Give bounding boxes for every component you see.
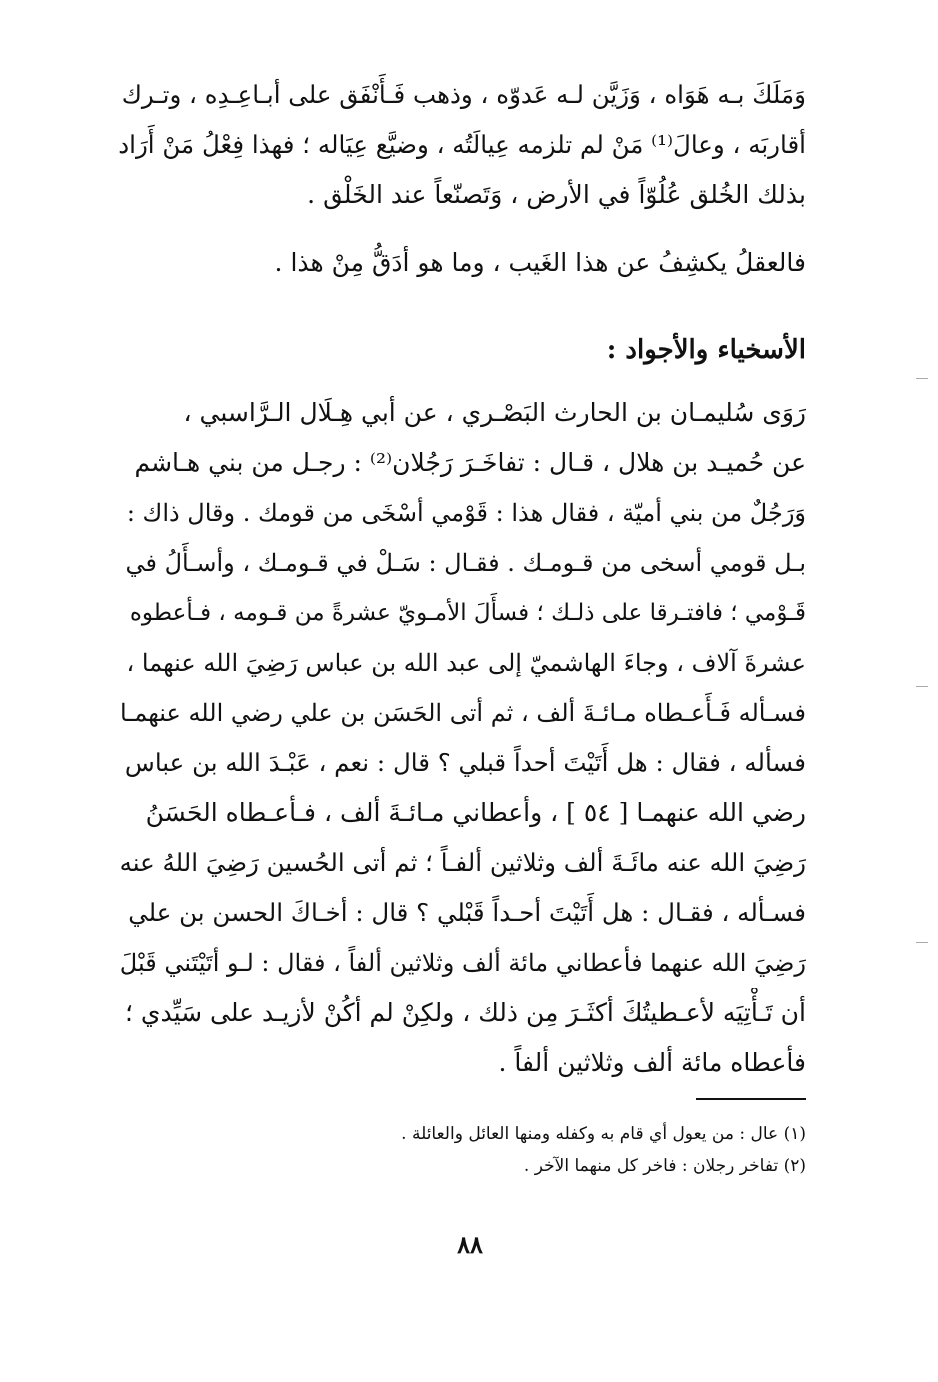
footnotes [246, 1118, 806, 1182]
paragraph-line: وَرَجُلٌ من بني أميّة ، فقال هذا : قَوْمي أسْخَى من قومك . وقال ذاك : [126, 499, 806, 527]
paragraph-line: فسـأله فَـأَعـطاه مـائـةَ ألف ، ثم أتى الحَسَن بن علي رضي الله عنهمـا [119, 699, 806, 727]
paragraph-line: أقاربَه ، وعالَ⁽¹⁾ مَنْ لم تلزمه عِيالَتُه ، وضيَّع عِيَاله ؛ فهذا فِعْلُ مَنْ أَرَاد [118, 130, 806, 159]
footnote-separator [696, 1098, 806, 1100]
page-number: ٨٨ [457, 1230, 483, 1259]
paragraph-line: رَضِيَ الله عنه مائَـةَ ألف وثلاثين ألفـاً ؛ ثم أتى الحُسين رَضِيَ اللهُ عنه [119, 848, 806, 877]
margin-mark [916, 942, 928, 943]
paragraph-line: رَضِيَ الله عنهما فأعطاني مائة ألف وثلاثين ألفاً ، فقال : لـو أتَيْتَني قَبْلَ [119, 949, 806, 977]
section-heading: الأسخياء والأجواد : [606, 335, 806, 365]
paragraph-line: بـل قومي أسخى من قـومـك . فقـال : سَـلْ في قـومـك ، وأسـأَلُ في [125, 549, 806, 577]
footnote-2: (٢) تفاخر رجلان : فاخر كل منهما الآخر . [523, 1156, 806, 1176]
paragraph-line: رَوَى سُليمـان بن الحارث البَصْـري ، عن أبي هِـلَال الـرَّاسبي ، [183, 398, 806, 427]
reason-paragraph [116, 238, 806, 288]
paragraph-line: قَـوْمي ؛ فافتـرقا على ذلـك ؛ فسأَلَ الأمـويّ عشرةً من قـومه ، فـأعطوه [129, 600, 806, 626]
paragraph-line: فأعطاه مائة ألف وثلاثين ألفاً . [498, 1048, 806, 1077]
paragraph-line: فسـأله ، فقـال : هل أَتَيْتَ أحـداً قَبْلي ؟ قال : أخـاكَ الحسن بن علي [128, 898, 806, 927]
paragraph-line: وَمَلَكَ بـه هَوَاه ، وَزَيَّن لـه عَدوّه ، وذهب فَـأَنْفَق على أبـاعِـدِه ، وتـرك [121, 80, 806, 109]
footnote-1: (١) عال : من يعول أي قام به وكفله ومنها العائل والعائلة . [401, 1124, 806, 1144]
paragraph-line: عن حُميـد بن هلال ، قـال : تفاخَـرَ رَجُلان⁽²⁾ : رجـل من بني هـاشم [134, 448, 806, 477]
opening-paragraph [116, 70, 806, 220]
paragraph-line: أن تَـأْتِيَه لأعـطيتُكَ أكثَـرَ مِن ذلك ، ولكِنْ لم أكُنْ لأزيـد على سَيِّدي ؛ [125, 998, 806, 1027]
paragraph-line: بذلك الخُلق عُلُوّاً في الأرض ، وَتَصنّعاً عند الخَلْق . [307, 180, 806, 209]
margin-mark [916, 686, 928, 687]
story-paragraph [116, 388, 806, 1088]
paragraph-line: فالعقلُ يكشِفُ عن هذا الغَيب ، وما هو أدَقُّ مِنْ هذا . [274, 248, 806, 277]
paragraph-line: فسأله ، فقال : هل أَتَيْتَ أحداً قبلي ؟ قال : نعم ، عَبْـدَ الله بن عباس [124, 748, 806, 777]
paragraph-line: رضي الله عنهمـا [ ٥٤ ] ، وأعطاني مـائـةَ ألف ، فـأعـطاه الحَسَنُ [145, 798, 806, 827]
margin-mark [916, 378, 928, 379]
paragraph-line: عشرةَ آلاف ، وجاءَ الهاشميّ إلى عبد الله بن عباس رَضِيَ الله عنهما ، [126, 649, 806, 677]
